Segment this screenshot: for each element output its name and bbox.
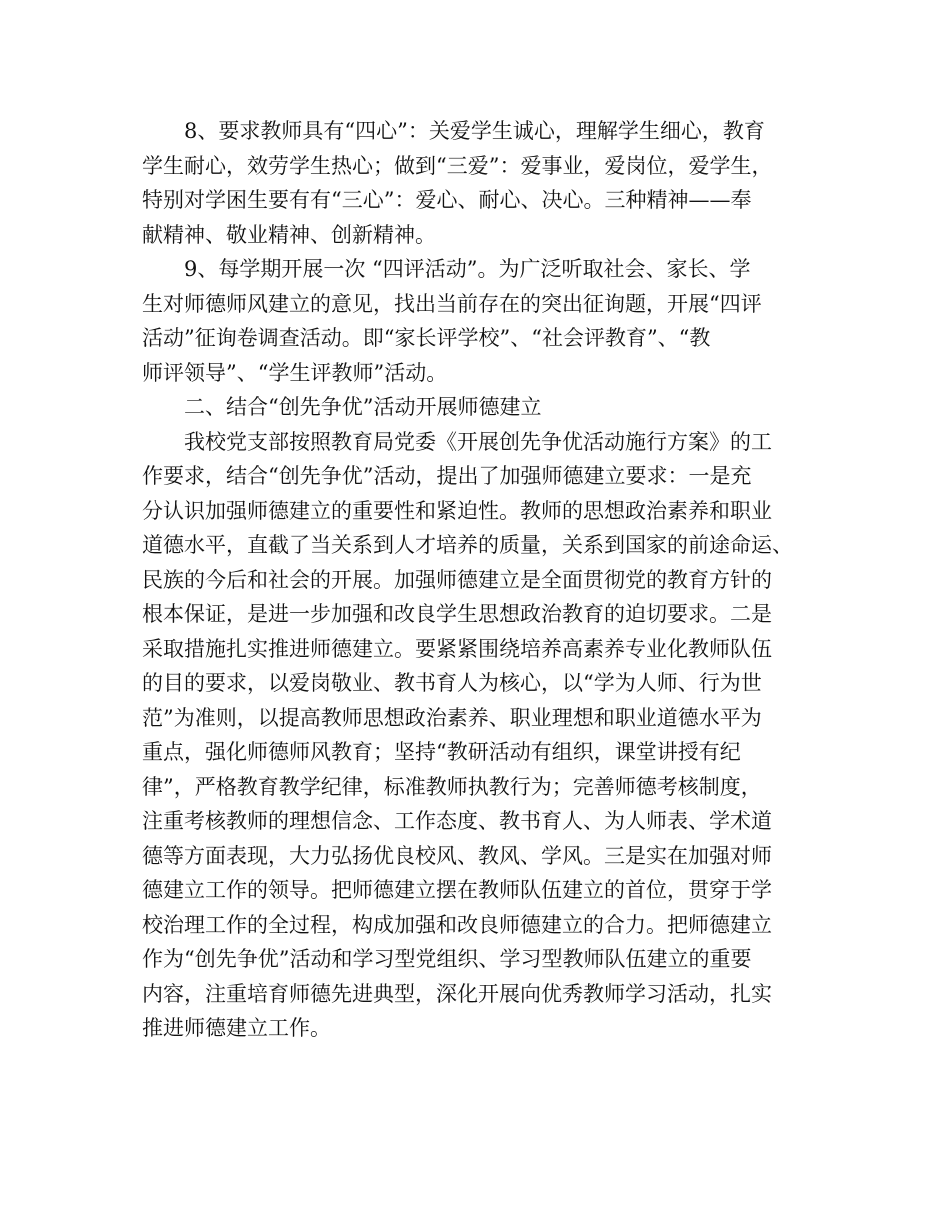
text-line: 作为“创先争优”活动和学习型党组织、学习型教师队伍建立的重要 xyxy=(142,947,752,971)
text-line: 作要求，结合“创先争优”活动，提出了加强师德建立要求：一是充 xyxy=(142,464,752,488)
text-line: 校治理工作的全过程，构成加强和改良师德建立的合力。把师德建立 xyxy=(142,912,772,937)
text-line: 推进师德建立工作。 xyxy=(142,1016,331,1040)
text-line: 二、结合“创先争优”活动开展师德建立 xyxy=(184,395,542,419)
text-line: 特别对学困生要有有“三心”：爱心、耐心、决心。三种精神——奉 xyxy=(142,188,752,212)
text-line: 德等方面表现，大力弘扬优良校风、教风、学风。三是实在加强对师 xyxy=(142,843,772,868)
text-line: 活动”征询卷调查活动。即“家长评学校”、“社会评教育”、“教 xyxy=(142,326,711,350)
text-line: 8、要求教师具有“四心”：关爱学生诚心，理解学生细心，教育 xyxy=(184,119,765,143)
text-line: 9、每学期开展一次 “四评活动”。为广泛听取社会、家长、学 xyxy=(184,257,751,281)
text-line: 德建立工作的领导。把师德建立摆在教师队伍建立的首位，贯穿于学 xyxy=(142,878,772,902)
text-line: 注重考核教师的理想信念、工作态度、教书育人、为人师表、学术道 xyxy=(142,809,772,833)
text-line: 的目的要求，以爱岗敬业、教书育人为核心，以“学为人师、行为世 xyxy=(142,671,762,695)
text-line: 我校党支部按照教育局党委《开展创先争优活动施行方案》的工 xyxy=(184,429,772,454)
text-line: 献精神、敬业精神、创新精神。 xyxy=(142,222,436,247)
text-line: 重点，强化师德师风教育；坚持“教研活动有组织，课堂讲授有纪 xyxy=(142,740,741,764)
text-line: 道德水平，直截了当关系到人才培养的质量，关系到国家的前途命运、 xyxy=(142,533,793,557)
text-line: 律”，严格教育教学纪律，标准教师执教行为；完善师德考核制度， xyxy=(142,774,762,799)
body-text xyxy=(142,114,822,1046)
text-line: 师评领导”、“学生评教师”活动。 xyxy=(142,360,448,385)
text-line: 根本保证，是进一步加强和改良学生思想政治教育的迫切要求。二是 xyxy=(142,602,772,626)
text-line: 学生耐心，效劳学生热心；做到“三爱”：爱事业，爱岗位，爱学生， xyxy=(142,153,773,178)
text-line: 范”为准则，以提高教师思想政治素养、职业理想和职业道德水平为 xyxy=(142,705,762,730)
text-line: 采取措施扎实推进师德建立。要紧紧围绕培养高素养专业化教师队伍 xyxy=(142,636,772,661)
text-line: 分认识加强师德建立的重要性和紧迫性。教师的思想政治素养和职业 xyxy=(142,498,772,523)
text-line: 生对师德师风建立的意见，找出当前存在的突出征询题，开展“四评 xyxy=(142,291,762,316)
text-line: 内容，注重培育师德先进典型，深化开展向优秀教师学习活动，扎实 xyxy=(142,981,772,1006)
text-line: 民族的今后和社会的开展。加强师德建立是全面贯彻党的教育方针的 xyxy=(142,567,772,592)
